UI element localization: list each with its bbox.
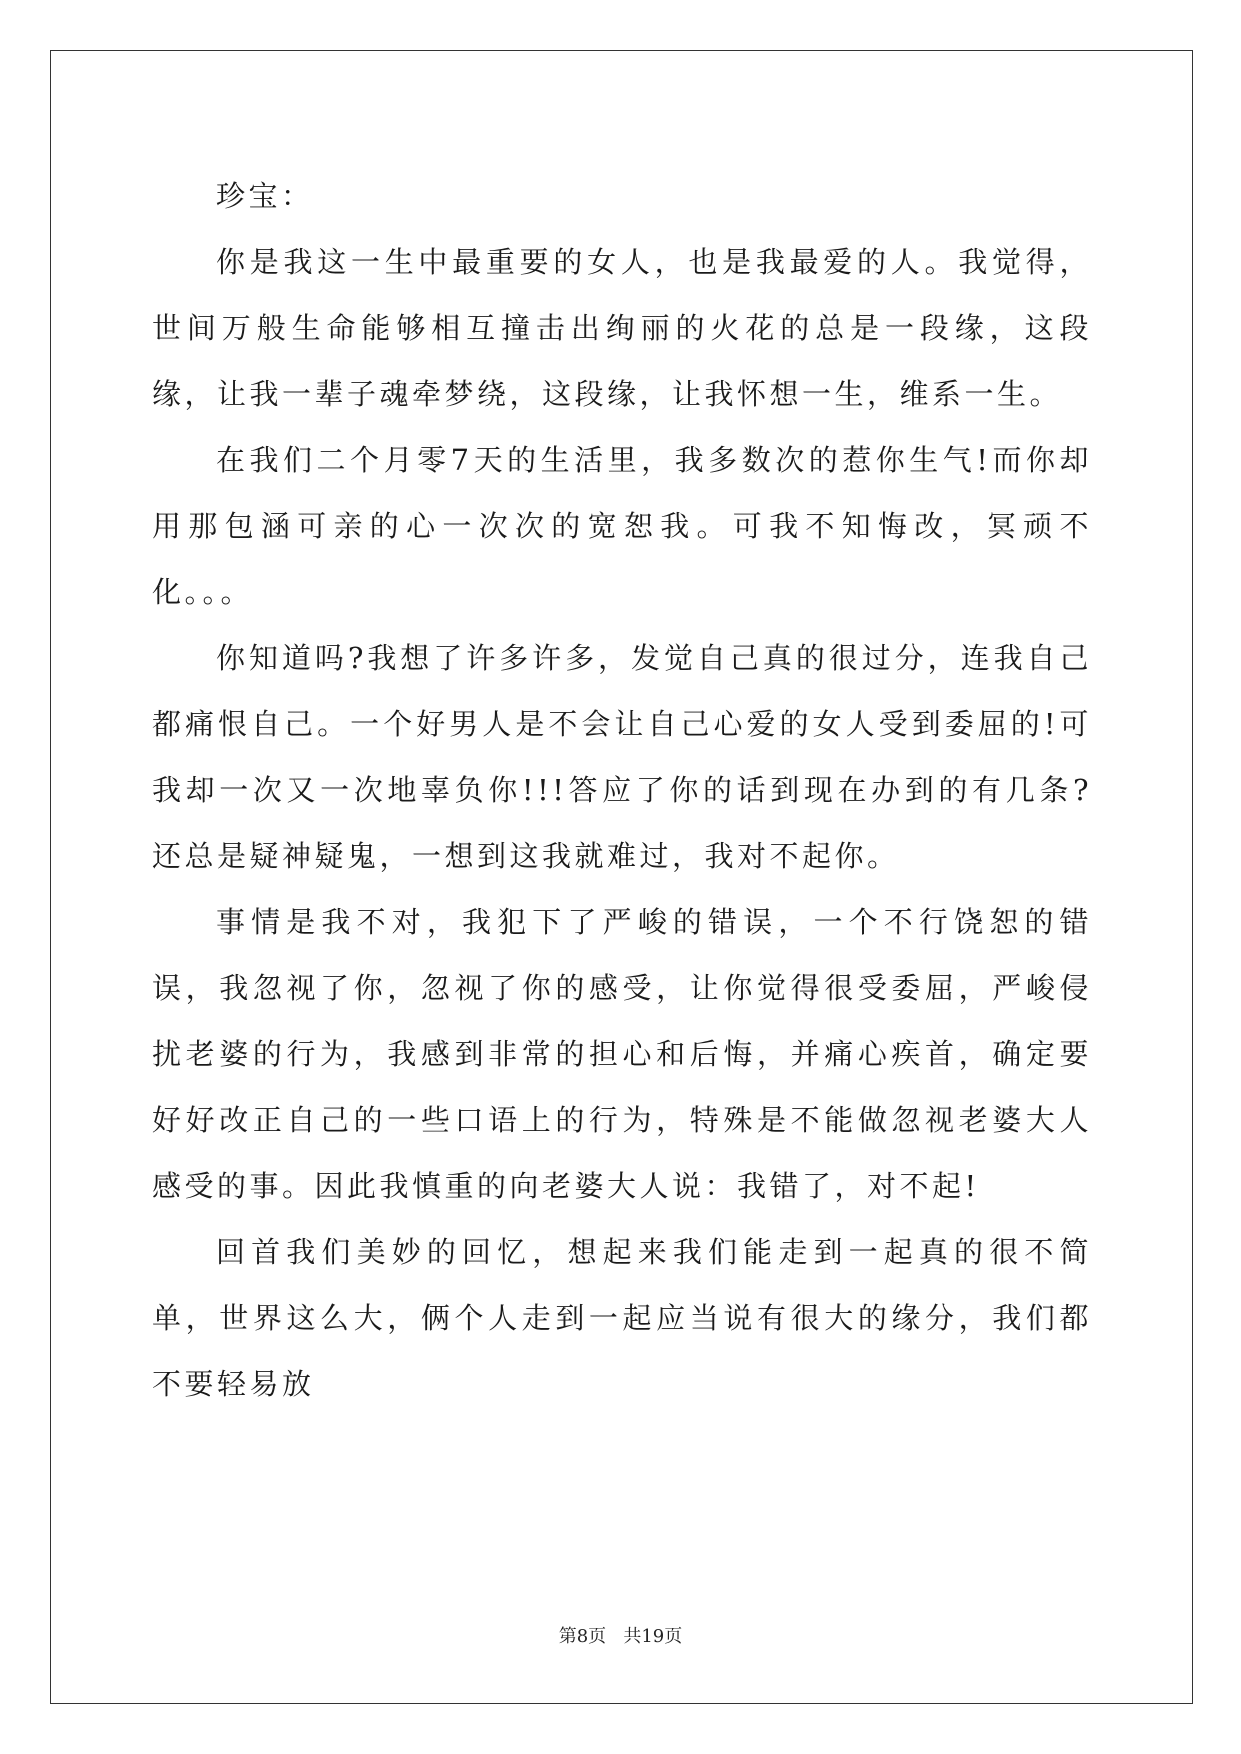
paragraph-5: 回首我们美妙的回忆，想起来我们能走到一起真的很不简单，世界这么大，俩个人走到一起应当说有很大的缘分，我们都不要轻易放 <box>152 1235 1092 1401</box>
paragraph-1: 你是我这一生中最重要的女人，也是我最爱的人。我觉得，世间万般生命能够相互撞击出绚丽的火花的总是一段缘，这段缘，让我一辈子魂牵梦绕，这段缘，让我怀想一生，维系一生。 <box>152 245 1092 411</box>
salutation: 珍宝： <box>216 179 314 213</box>
paragraph-2: 在我们二个月零7天的生活里，我多数次的惹你生气!而你却用那包涵可亲的心一次次的宽恕我。可我不知悔改，冥顽不化。。。 <box>152 443 1092 609</box>
paragraph-4: 事情是我不对，我犯下了严峻的错误，一个不行饶恕的错误，我忽视了你，忽视了你的感受，让你觉得很受委屈，严峻侵扰老婆的行为，我感到非常的担心和后悔，并痛心疾首，确定要好好改正自己的一些口语上的行为，特殊是不能做忽视老婆大人感受的事。因此我慎重的向老婆大人说：我错了，对不起! <box>152 905 1092 1203</box>
page-footer <box>0 1622 1241 1648</box>
letter-body <box>152 163 1092 1417</box>
page-number: 第8页 共19页 <box>558 1626 683 1647</box>
paragraph-3: 你知道吗?我想了许多许多，发觉自己真的很过分，连我自己都痛恨自己。一个好男人是不会让自己心爱的女人受到委屈的!可我却一次又一次地辜负你!!!答应了你的话到现在办到的有几条?还总是疑神疑鬼，一想到这我就难过，我对不起你。 <box>152 641 1092 873</box>
